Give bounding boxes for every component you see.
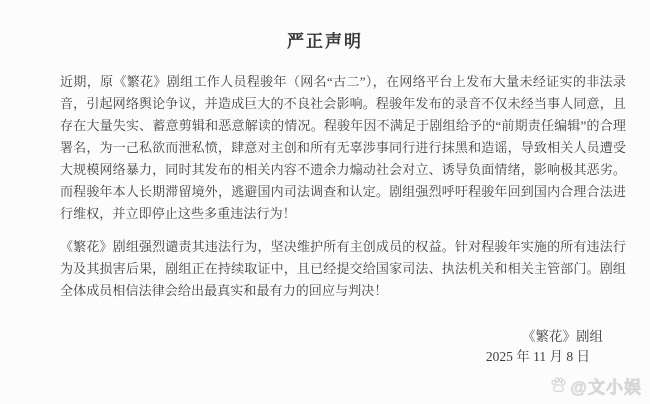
baidu-paw-icon <box>549 376 568 395</box>
watermark <box>549 373 642 398</box>
signature-name: 《繁花》剧组 <box>522 329 603 344</box>
statement-paragraph-1: 近期，原《繁花》剧组工作人员程骏年（网名“古二”），在网络平台上发布大量未经证实的非法录音，引起网络舆论争议，并造成巨大的不良社会影响。程骏年发布的录音不仅未经当事人同意，且存在大量失实、蓄意剪辑和恶意解读的情况。程骏年因不满足于剧组给予的“前期责任编辑”的合理署名，为一己私欲而泄私愤，肆意对主创和所有无辜涉事同行进行抹黑和造谣，导致相关人员遭受大规模网络暴力，同时其发布的相关内容不遗余力煽动社会对立、诱导负面情绪，影响极其恶劣。而程骏年本人长期滞留境外，逃避国内司法调查和认定。剧组强烈呼吁程骏年回到国内合理合法进行维权，并立即停止这些多重违法行为！ <box>60 74 626 221</box>
statement-paragraph-2: 《繁花》剧组强烈谴责其违法行为，坚决维护所有主创成员的权益。针对程骏年实施的所有违法行为及其损害后果，剧组正在持续取证中，且已经提交给国家司法、执法机关和相关主管部门。剧组全体成员相信法律会给出最真实和最有力的回应与判决！ <box>60 239 626 298</box>
watermark-handle: @文小娱 <box>570 378 642 397</box>
signature-date: 2025 年 11 月 8 日 <box>485 349 590 364</box>
statement-title: 严正声明 <box>287 32 363 51</box>
statement-body <box>60 71 626 302</box>
